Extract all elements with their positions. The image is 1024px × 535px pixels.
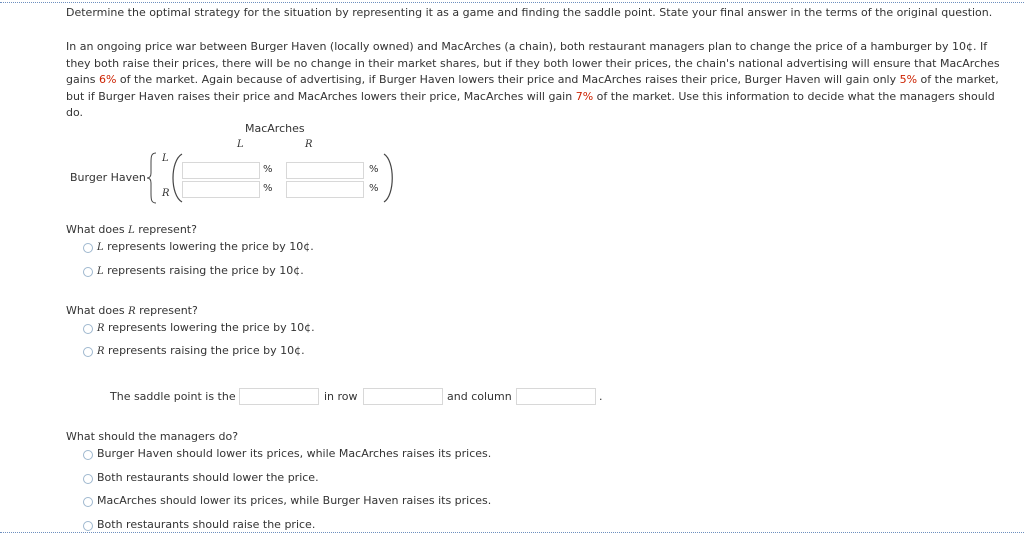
percent-sign-RR: % bbox=[369, 183, 379, 194]
prompt-text: represent? bbox=[134, 223, 197, 236]
option-text: represents raising the price by 10¢. bbox=[104, 344, 305, 357]
percent-sign-LL: % bbox=[263, 164, 273, 175]
option-R-raising-label bbox=[97, 344, 305, 357]
problem-part-2: of the market. Again because of advertising, if Burger Haven lowers their price and MacArches raises their price, Burger Haven will gain only bbox=[116, 73, 900, 87]
saddle-point-label: The saddle point is the bbox=[110, 390, 236, 403]
managers-option-4-label: Both restaurants should raise the price. bbox=[97, 518, 316, 531]
row-label-L: L bbox=[162, 153, 169, 164]
option-L-lowering-label bbox=[97, 240, 314, 253]
radio-managers-option-2[interactable] bbox=[83, 474, 93, 484]
problem-part-4: of the market. Use this information to decide what the managers should do. bbox=[66, 89, 995, 120]
col-player-label: MacArches bbox=[245, 122, 305, 135]
radio-R-raising[interactable] bbox=[83, 347, 93, 357]
prompt-text: What does bbox=[66, 304, 129, 317]
saddle-column-input[interactable] bbox=[516, 388, 596, 405]
saddle-row-input[interactable] bbox=[363, 388, 443, 405]
matrix-cell-LL-input[interactable] bbox=[182, 162, 260, 179]
radio-R-lowering[interactable] bbox=[83, 324, 93, 334]
matrix-right-paren bbox=[382, 151, 396, 205]
percent-value-1: 6% bbox=[98, 73, 117, 87]
saddle-period: . bbox=[599, 390, 603, 403]
var-L: L bbox=[97, 242, 104, 253]
var-R: R bbox=[97, 346, 105, 357]
col-label-L: L bbox=[237, 139, 244, 150]
row-label-R: R bbox=[162, 188, 170, 199]
var-R: R bbox=[128, 306, 136, 317]
prompt-text: represent? bbox=[135, 304, 198, 317]
question-L-prompt bbox=[66, 223, 197, 236]
managers-question-prompt: What should the managers do? bbox=[66, 430, 239, 443]
saddle-column-label: and column bbox=[447, 390, 512, 403]
radio-L-raising[interactable] bbox=[83, 267, 93, 277]
managers-option-3-label: MacArches should lower its prices, while Burger Haven raises its prices. bbox=[97, 494, 492, 507]
option-text: represents lowering the price by 10¢. bbox=[104, 321, 315, 334]
problem-part-3: of the market, but if Burger Haven raises their price and MacArches lowers their price, MacArches will gain bbox=[66, 73, 999, 103]
top-border bbox=[0, 2, 1024, 3]
problem-text bbox=[66, 39, 1011, 122]
matrix-cell-LR-input[interactable] bbox=[286, 162, 364, 179]
percent-value-3: 7% bbox=[575, 89, 594, 103]
radio-L-lowering[interactable] bbox=[83, 243, 93, 253]
saddle-value-input[interactable] bbox=[239, 388, 319, 405]
matrix-cell-RL-input[interactable] bbox=[182, 181, 260, 198]
radio-managers-option-3[interactable] bbox=[83, 497, 93, 507]
radio-managers-option-4[interactable] bbox=[83, 521, 93, 531]
percent-value-2: 5% bbox=[899, 73, 918, 87]
option-text: represents raising the price by 10¢. bbox=[103, 264, 304, 277]
problem-part-1: In an ongoing price war between Burger Haven (locally owned) and MacArches (a chain), both restaurant managers plan to change the price of a hamburger by 10¢. If they both raise their prices, there will be no change in their market shares, but if they both lower their prices, the chain's national advertising will ensure that MacArches gains bbox=[66, 40, 1000, 87]
percent-sign-RL: % bbox=[263, 183, 273, 194]
instruction-text: Determine the optimal strategy for the situation by representing it as a game and finding the saddle point. State your final answer in the terms of the original question. bbox=[66, 6, 993, 19]
question-R-prompt bbox=[66, 304, 198, 317]
var-L: L bbox=[128, 225, 135, 236]
managers-option-1-label: Burger Haven should lower its prices, while MacArches raises its prices. bbox=[97, 447, 492, 460]
saddle-row-label: in row bbox=[324, 390, 358, 403]
option-text: represents lowering the price by 10¢. bbox=[103, 240, 314, 253]
bottom-border bbox=[0, 532, 1024, 533]
var-R: R bbox=[97, 323, 105, 334]
var-L: L bbox=[97, 266, 104, 277]
prompt-text: What does bbox=[66, 223, 129, 236]
option-L-raising-label bbox=[97, 264, 304, 277]
option-R-lowering-label bbox=[97, 321, 315, 334]
percent-sign-LR: % bbox=[369, 164, 379, 175]
managers-option-2-label: Both restaurants should lower the price. bbox=[97, 471, 319, 484]
radio-managers-option-1[interactable] bbox=[83, 450, 93, 460]
col-label-R: R bbox=[305, 139, 313, 150]
row-player-label: Burger Haven bbox=[70, 171, 146, 184]
matrix-cell-RR-input[interactable] bbox=[286, 181, 364, 198]
